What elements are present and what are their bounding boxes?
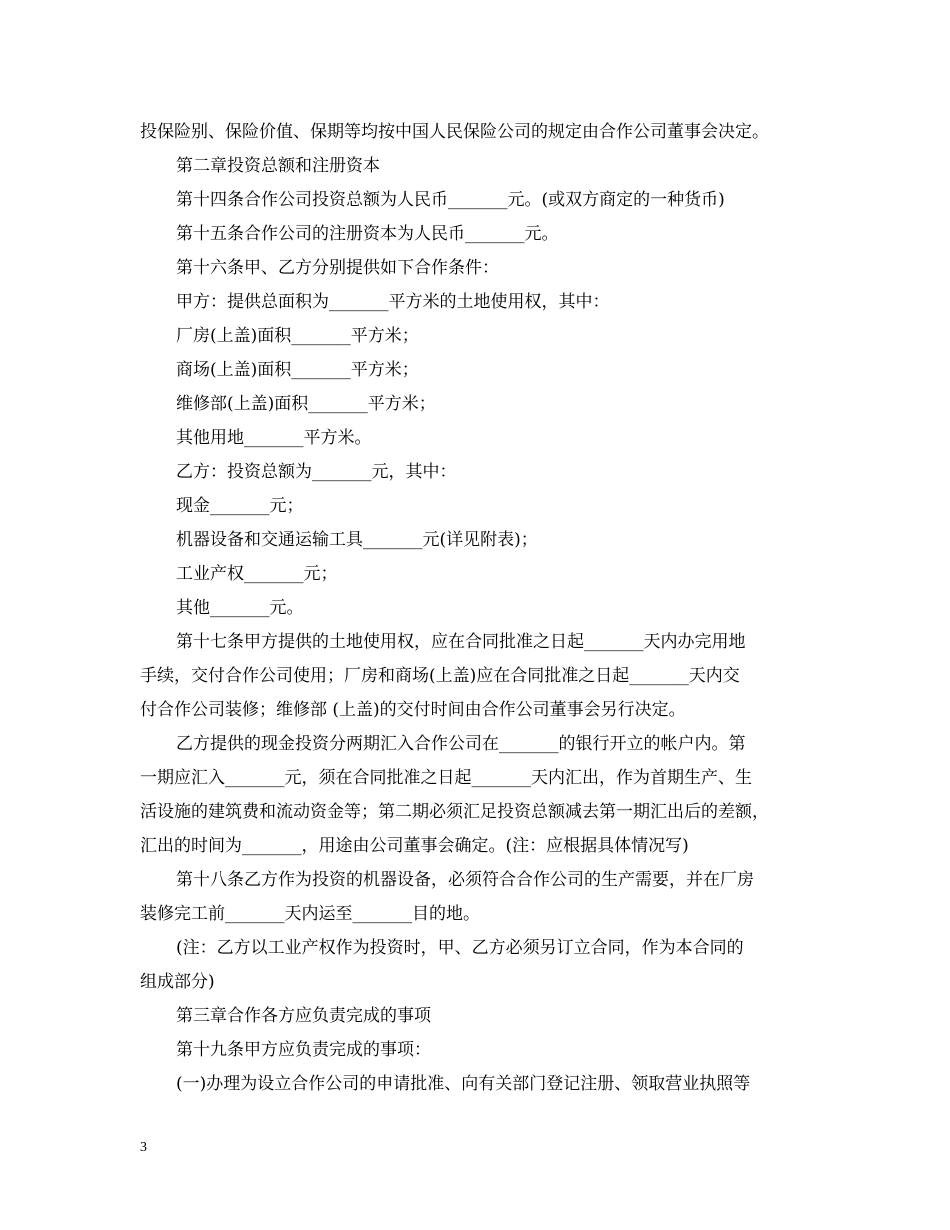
paragraph-line: 商场(上盖)面积_______平方米； — [176, 360, 419, 380]
paragraph-line: 活设施的建筑费和流动资金等；第二期必须汇足投资总额减去第一期汇出后的差额， — [140, 802, 769, 822]
paragraph-line: 付合作公司装修；维修部 (上盖)的交付时间由合作公司董事会另行决定。 — [140, 700, 686, 720]
paragraph-line: 机器设备和交通运输工具_______元(详见附表)； — [176, 530, 538, 550]
page-number: 3 — [140, 1140, 147, 1155]
paragraph-line: 第十五条合作公司的注册资本为人民币_______元。 — [176, 224, 559, 244]
paragraph-line: 甲方：提供总面积为_______平方米的土地使用权，其中： — [176, 292, 610, 312]
paragraph-line: (一)办理为设立合作公司的申请批准、向有关部门登记注册、领取营业执照等 — [176, 1074, 751, 1094]
body-text — [140, 115, 820, 1101]
paragraph-line: 组成部分) — [140, 972, 215, 992]
paragraph-line: 乙方：投资总额为_______元，其中： — [176, 462, 457, 482]
paragraph-line: 投保险别、保险价值、保期等均按中国人民保险公司的规定由合作公司董事会决定。 — [140, 122, 769, 142]
paragraph-line: 第十九条甲方应负责完成的事项： — [176, 1040, 431, 1060]
paragraph-line: 装修完工前_______天内运至_______目的地。 — [140, 904, 480, 924]
paragraph-line: 第十八条乙方作为投资的机器设备，必须符合合作公司的生产需要，并在厂房 — [176, 870, 754, 890]
paragraph-line: 汇出的时间为_______，用途由公司董事会确定。(注：应根据具体情况写) — [140, 836, 689, 856]
paragraph-line: 厂房(上盖)面积_______平方米； — [176, 326, 419, 346]
paragraph-line: 手续，交付合作公司使用；厂房和商场(上盖)应在合同批准之日起_______天内交 — [140, 666, 740, 686]
paragraph-line: 第十七条甲方提供的土地使用权，应在合同批准之日起_______天内办完用地 — [176, 632, 746, 652]
paragraph-line: 现金_______元； — [176, 496, 304, 516]
paragraph-line: 第二章投资总额和注册资本 — [176, 156, 380, 176]
paragraph-line: 第三章合作各方应负责完成的事项 — [176, 1006, 431, 1026]
paragraph-line: 工业产权_______元； — [176, 564, 338, 584]
paragraph-line: 其他_______元。 — [176, 598, 304, 618]
paragraph-line: 第十六条甲、乙方分别提供如下合作条件： — [176, 258, 499, 278]
paragraph-line: (注：乙方以工业产权作为投资时，甲、乙方必须另订立合同，作为本合同的 — [176, 938, 744, 958]
paragraph-line: 第十四条合作公司投资总额为人民币_______元。(或双方商定的一种货币) — [176, 190, 725, 210]
paragraph-line: 维修部(上盖)面积_______平方米； — [176, 394, 436, 414]
paragraph-line: 乙方提供的现金投资分两期汇入合作公司在_______的银行开立的帐户内。第 — [176, 734, 746, 754]
paragraph-line: 一期应汇入_______元，须在合同批准之日起_______天内汇出，作为首期生产、生 — [140, 768, 752, 788]
paragraph-line: 其他用地_______平方米。 — [176, 428, 372, 448]
